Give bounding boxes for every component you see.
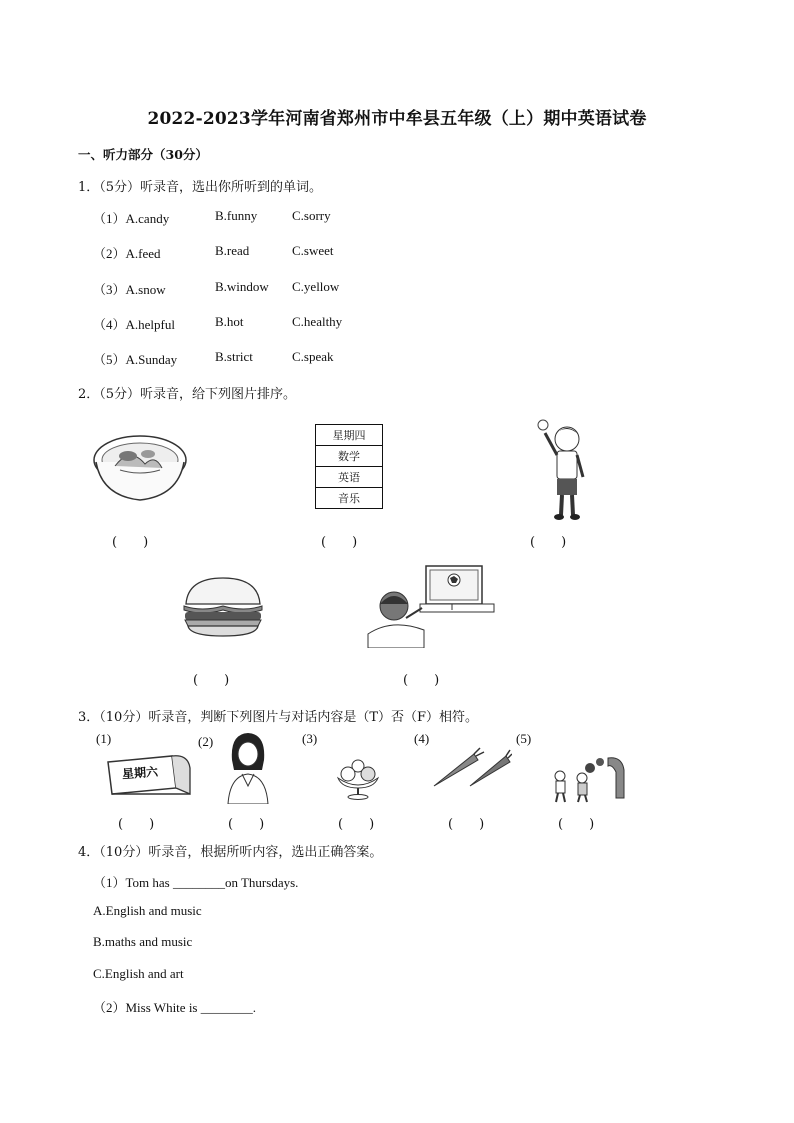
schedule-cell: 星期四: [316, 425, 383, 446]
q1-option-c[interactable]: C.healthy: [292, 314, 343, 329]
q1-option-b[interactable]: B.funny: [215, 208, 258, 223]
question-2-prompt: 2．（5分）听录音，给下列图片排序。: [78, 387, 297, 402]
schedule-table: [315, 424, 383, 509]
q1-row: [93, 349, 177, 368]
answer-blank[interactable]: ( ): [338, 817, 375, 832]
q1-row: [93, 243, 161, 262]
q1-row: [93, 208, 169, 227]
q1-option-b[interactable]: B.window: [215, 279, 269, 294]
ice-cream-image: [334, 758, 382, 800]
answer-blank[interactable]: ( ): [448, 817, 485, 832]
answer-blank[interactable]: ( ): [112, 535, 149, 550]
q3-item-number: (3): [302, 731, 318, 746]
q1-row-number: （1）: [93, 211, 126, 226]
question-4-prompt: 4．（10分）听录音，根据所听内容，选出正确答案。: [78, 845, 383, 860]
kids-playing-image: [546, 754, 628, 804]
q1-row-number: （5）: [93, 352, 126, 367]
q1-row-number: （3）: [93, 282, 126, 297]
q1-row-number: （2）: [93, 246, 126, 261]
q1-row-number: （4）: [93, 317, 126, 332]
q1-row: [93, 314, 175, 333]
answer-blank[interactable]: ( ): [530, 535, 567, 550]
q1-option-c[interactable]: C.sorry: [292, 208, 331, 223]
schedule-cell: 英语: [316, 467, 383, 488]
q3-item-number: (4): [414, 731, 430, 746]
q1-option-a[interactable]: A.helpful: [125, 317, 175, 332]
q4-option[interactable]: A.English and music: [93, 903, 202, 918]
answer-blank[interactable]: ( ): [403, 673, 440, 688]
calendar-label: 星期六: [121, 764, 159, 782]
q1-option-c[interactable]: C.yellow: [292, 279, 340, 294]
schedule-cell: 音乐: [316, 488, 383, 509]
q3-item-number: (5): [516, 731, 532, 746]
carrots-image: [430, 746, 512, 790]
q1-option-b[interactable]: B.strict: [215, 349, 253, 364]
page-title: 2022-2023学年河南省郑州市中牟县五年级（上）期中英语试卷: [147, 109, 647, 129]
q4-sub-question: （2）Miss White is ________.: [93, 1000, 256, 1015]
q1-option-c[interactable]: C.speak: [292, 349, 334, 364]
answer-blank[interactable]: ( ): [558, 817, 595, 832]
answer-blank[interactable]: ( ): [321, 535, 358, 550]
question-3-prompt: 3．（10分）听录音，判断下列图片与对话内容是（T）否（F）相符。: [78, 710, 479, 725]
question-1-prompt: 1．（5分）听录音，选出你所听到的单词。: [78, 180, 323, 195]
q1-option-c[interactable]: C.sweet: [292, 243, 334, 258]
answer-blank[interactable]: ( ): [228, 817, 265, 832]
q1-option-a[interactable]: A.snow: [125, 282, 166, 297]
saturday-calendar-image: [106, 750, 192, 798]
q4-option[interactable]: B.maths and music: [93, 934, 193, 949]
q4-sub-question: （1）Tom has ________on Thursdays.: [93, 875, 299, 890]
q3-item-number: (2): [198, 734, 214, 749]
noodle-bowl-image: [90, 426, 190, 506]
answer-blank[interactable]: ( ): [118, 817, 155, 832]
q1-option-b[interactable]: B.read: [215, 243, 250, 258]
q1-row: [93, 279, 166, 298]
woman-image: [224, 730, 272, 804]
q1-option-a[interactable]: A.feed: [125, 246, 161, 261]
q1-option-a[interactable]: A.Sunday: [125, 352, 178, 367]
answer-blank[interactable]: ( ): [193, 673, 230, 688]
q3-item-number: (1): [96, 731, 112, 746]
boy-idea-image: [535, 417, 595, 521]
schedule-cell: 数学: [316, 446, 383, 467]
watching-tv-image: [362, 562, 496, 648]
q1-option-a[interactable]: A.candy: [125, 211, 170, 226]
section-listening-heading: 一、听力部分（30分）: [78, 147, 208, 162]
hamburger-image: [182, 576, 264, 638]
q4-option[interactable]: C.English and art: [93, 966, 184, 981]
q1-option-b[interactable]: B.hot: [215, 314, 244, 329]
